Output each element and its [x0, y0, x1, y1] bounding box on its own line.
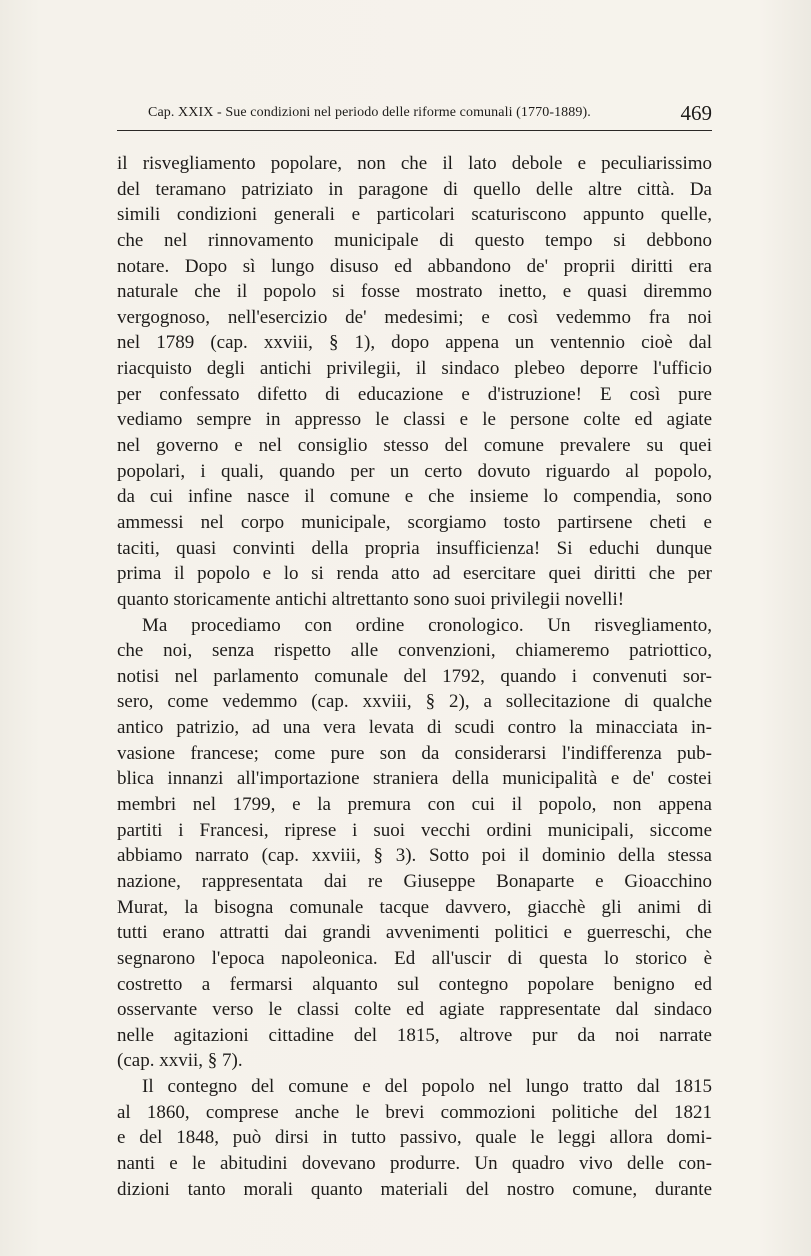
text-line: naturale che il popolo si fosse mostrato inetto, e quasi diremmo: [117, 281, 712, 303]
text-line: costretto a fermarsi alquanto sul contegno popolare benigno ed: [117, 973, 712, 995]
text-line: notisi nel parlamento comunale del 1792, quando i convenuti sor-: [117, 665, 712, 687]
text-line: e del 1848, può dirsi in tutto passivo, quale le leggi allora domi-: [117, 1127, 712, 1149]
text-line: nanti e le abitudini dovevano produrre. Un quadro vivo delle con-: [117, 1152, 712, 1174]
text-line: membri nel 1799, e la premura con cui il popolo, non appena: [117, 794, 712, 816]
text-line: ammessi nel corpo municipale, scorgiamo tosto partirsene cheti e: [117, 511, 712, 533]
text-line: notare. Dopo sì lungo disuso ed abbandono de' proprii diritti era: [117, 255, 712, 277]
text-line: partiti i Francesi, riprese i suoi vecchi ordini municipali, siccome: [117, 819, 712, 841]
text-line: vediamo sempre in appresso le classi e le persone colte ed agiate: [117, 409, 712, 431]
text-line: Il contegno del comune e del popolo nel lungo tratto dal 1815: [142, 1076, 712, 1098]
text-line: vasione francese; come pure son da considerarsi l'indifferenza pub-: [117, 742, 712, 764]
text-line: sero, come vedemmo (cap. xxviii, § 2), a sollecitazione di qualche: [117, 691, 712, 713]
text-line: abbiamo narrato (cap. xxviii, § 3). Sotto poi il dominio della stessa: [117, 845, 712, 867]
text-line: da cui infine nasce il comune e che insieme lo compendia, sono: [117, 486, 712, 508]
running-title: Cap. XXIX - Sue condizioni nel periodo delle riforme comunali (1770-1889).: [148, 105, 591, 120]
body-text: [117, 151, 712, 1202]
text-line: osservante verso le classi colte ed agiate rappresentate dal sindaco: [117, 999, 712, 1021]
running-head: [148, 101, 712, 127]
text-line: che nel rinnovamento municipale di questo tempo si debbono: [117, 229, 712, 251]
text-line: prima il popolo e lo si renda atto ad esercitare quei diritti che per: [117, 563, 712, 585]
text-line: per confessato difetto di educazione e d'istruzione! E così pure: [117, 383, 712, 405]
text-line: segnarono l'epoca napoleonica. Ed all'uscir di questa lo storico è: [117, 947, 712, 969]
text-line: popolari, i quali, quando per un certo dovuto riguardo al popolo,: [117, 460, 712, 482]
text-line: (cap. xxvii, § 7).: [117, 1050, 243, 1072]
text-line: dizioni tanto morali quanto materiali del nostro comune, durante: [117, 1178, 712, 1200]
text-line: taciti, quasi convinti della propria insufficienza! Si educhi dunque: [117, 537, 712, 559]
text-line: Murat, la bisogna comunale tacque davvero, giacchè gli animi di: [117, 896, 712, 918]
text-line: vergognoso, nell'esercizio de' medesimi; e così vedemmo fra noi: [117, 306, 712, 328]
text-line: Ma procediamo con ordine cronologico. Un risvegliamento,: [142, 614, 712, 636]
text-line: riacquisto degli antichi privilegii, il sindaco plebeo deporre l'ufficio: [117, 358, 712, 380]
text-line: blica innanzi all'importazione straniera della municipalità e de' costei: [117, 768, 712, 790]
text-line: simili condizioni generali e particolari scaturiscono appunto quelle,: [117, 204, 712, 226]
text-line: quanto storicamente antichi altrettanto sono suoi privilegii novelli!: [117, 588, 625, 610]
text-line: del teramano patriziato in paragone di quello delle altre città. Da: [117, 178, 712, 200]
header-rule: [117, 130, 712, 131]
text-line: tutti erano attratti dai grandi avvenimenti politici e guerreschi, che: [117, 922, 712, 944]
text-line: il risvegliamento popolare, non che il lato debole e peculiarissimo: [117, 153, 712, 174]
text-line: antico patrizio, ad una vera levata di scudi contro la minacciata in-: [117, 717, 712, 739]
text-line: nelle agitazioni cittadine del 1815, altrove pur da noi narrate: [117, 1024, 712, 1046]
text-line: nel 1789 (cap. xxviii, § 1), dopo appena un ventennio cioè dal: [117, 332, 712, 354]
text-line: che noi, senza rispetto alle convenzioni, chiameremo patriottico,: [117, 640, 712, 662]
text-line: nel governo e nel consiglio stesso del comune prevalere su quei: [117, 435, 712, 457]
text-line: nazione, rappresentata dai re Giuseppe Bonaparte e Gioacchino: [117, 870, 712, 892]
page-number: 469: [680, 101, 712, 125]
text-line: al 1860, comprese anche le brevi commozioni politiche del 1821: [117, 1101, 712, 1123]
